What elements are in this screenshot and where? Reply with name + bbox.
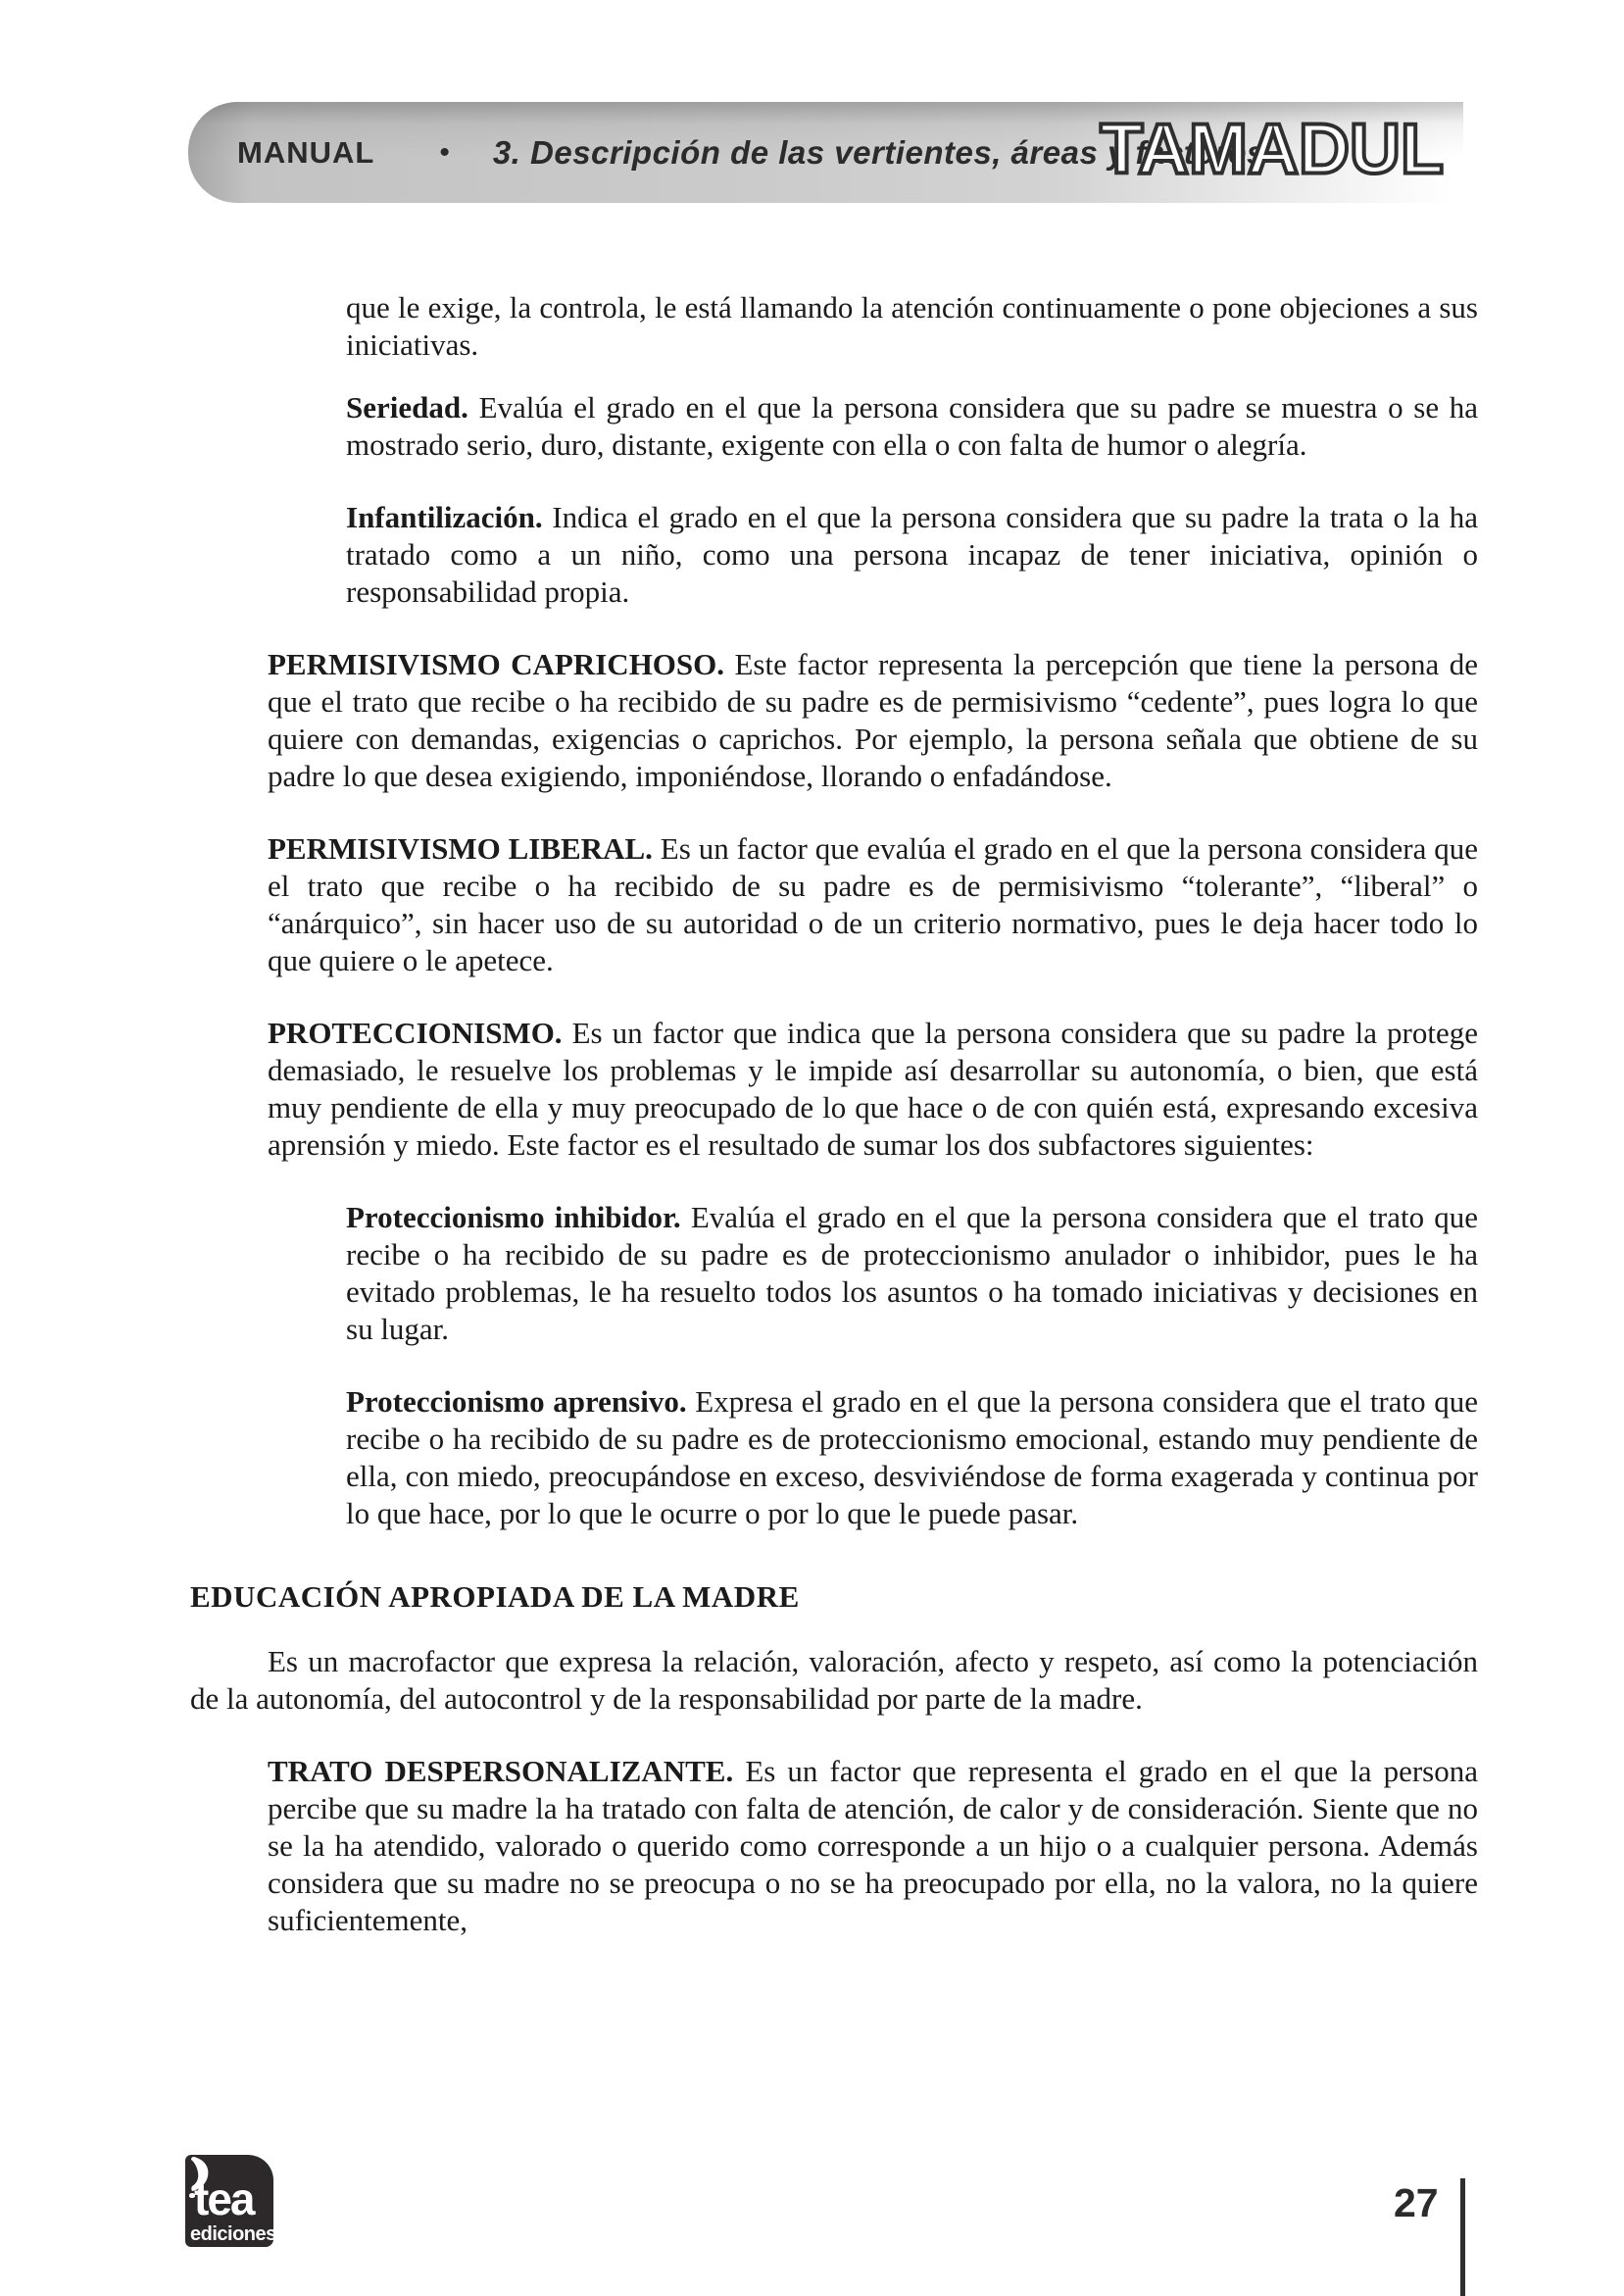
paragraph-text: Evalúa el grado en el que la persona considera que su padre se muestra o se ha mostrado serio, duro, distante, exigente con ella o con falta de humor o alegría. [346,390,1479,462]
paragraph-lead: PROTECCIONISMO. [268,1016,563,1050]
paragraph-permisivismo-caprichoso [268,646,1478,795]
paragraph-infantilizacion [346,499,1478,611]
paragraph-lead: Infantilización. [346,500,543,534]
paragraph-text: Es un factor que indica que la persona considera que su padre la protege demasiado, le resuelve los problemas y le impide así desarrollar su autonomía, o bien, que está muy pendiente de ella y muy preocupado de lo que hace o de con quién está, expresando excesiva aprensión y miedo. Este factor es el resultado de sumar los dos subfactores siguientes: [268,1016,1478,1162]
paragraph-text: Es un factor que representa el grado en el que la persona percibe que su madre la ha tratado con falta de atención, de calor y de consideración. Siente que no se la ha atendido, valorado o querido como corresponde a un hijo o a cualquier persona. Además considera que su madre no se preocupa o no se ha preocupado por ella, no la valora, no la quiere suficientemente, [268,1754,1478,1937]
paragraph-text: que le exige, la controla, le está llamando la atención continuamente o pone objeciones a sus iniciativas. [346,290,1478,362]
paragraph-text: Expresa el grado en el que la persona considera que el trato que recibe o ha recibido de su padre es de proteccionismo emocional, estando muy pendiente de ella, con miedo, preocupándose en exceso, desviviéndose de forma exagerada y continua por lo que hace, por lo que le ocurre o por lo que le puede pasar. [346,1384,1478,1530]
paragraph-text: Es un factor que evalúa el grado en el que la persona considera que el trato que recibe o ha recibido de su padre es de permisivismo “tolerante”, “liberal” o “anárquico”, sin hacer uso de su autoridad o de un criterio normativo, pues le deja hacer todo lo que quiere o le apetece. [268,831,1479,977]
paragraph-text: Evalúa el grado en el que la persona considera que el trato que recibe o ha recibido de su padre es de proteccionismo anulador o inhibidor, pues le ha evitado problemas, le ha resuelto todos los asuntos o ha tomado iniciativas y decisiones en su lugar. [346,1200,1479,1346]
header-bar [188,102,1463,203]
paragraph-proteccionismo-aprensivo [346,1383,1478,1532]
paragraph-trato-despersonalizante [268,1753,1478,1939]
paragraph-permisivismo-liberal [268,830,1478,979]
paragraph-proteccionismo [268,1015,1478,1164]
paragraph-seriedad [346,389,1478,464]
paragraph-macrofactor-madre [190,1643,1478,1718]
page-number-rule [1460,2178,1465,2296]
publisher-subtitle: ediciones [190,2223,276,2245]
paragraph-text: Es un macrofactor que expresa la relación, valoración, afecto y respeto, así como la potenciación de la autonomía, del autocontrol y de la responsabilidad por parte de la madre. [190,1644,1478,1716]
bullet-separator: • [439,135,450,169]
page-number: 27 [1394,2180,1439,2225]
publisher-name: tea [194,2173,254,2224]
tamadul-logo: TAMADUL [1100,110,1444,189]
chapter-title: 3. Descripción de las vertientes, áreas y factores [492,133,1265,171]
paragraph-continuation [346,289,1478,364]
page-content [190,289,1478,1939]
section-heading-educacion-madre: EDUCACIÓN APROPIADA DE LA MADRE [190,1579,800,1614]
paragraph-lead: Proteccionismo inhibidor. [346,1200,681,1234]
manual-label: MANUAL [237,134,375,170]
paragraph-lead: PERMISIVISMO LIBERAL. [268,831,653,866]
paragraph-text: Indica el grado en el que la persona considera que su padre la trata o la ha tratado como a un niño, como una persona incapaz de tener iniciativa, opinión o responsabilidad propia. [346,500,1479,609]
paragraph-proteccionismo-inhibidor [346,1199,1478,1348]
paragraph-text: Este factor representa la percepción que tiene la persona de que el trato que recibe o ha recibido de su padre es de permisivismo “cedente”, pues logra lo que quiere con demandas, exigencias o caprichos. Por ejemplo, la persona señala que obtiene de su padre lo que desea exigiendo, imponiéndose, llorando o enfadándose. [268,647,1478,793]
paragraph-lead: Seriedad. [346,390,468,424]
paragraph-lead: TRATO DESPERSONALIZANTE. [268,1754,734,1788]
tea-ediciones-logo [185,2155,276,2247]
paragraph-lead: PERMISIVISMO CAPRICHOSO. [268,647,725,681]
paragraph-lead: Proteccionismo aprensivo. [346,1384,687,1419]
